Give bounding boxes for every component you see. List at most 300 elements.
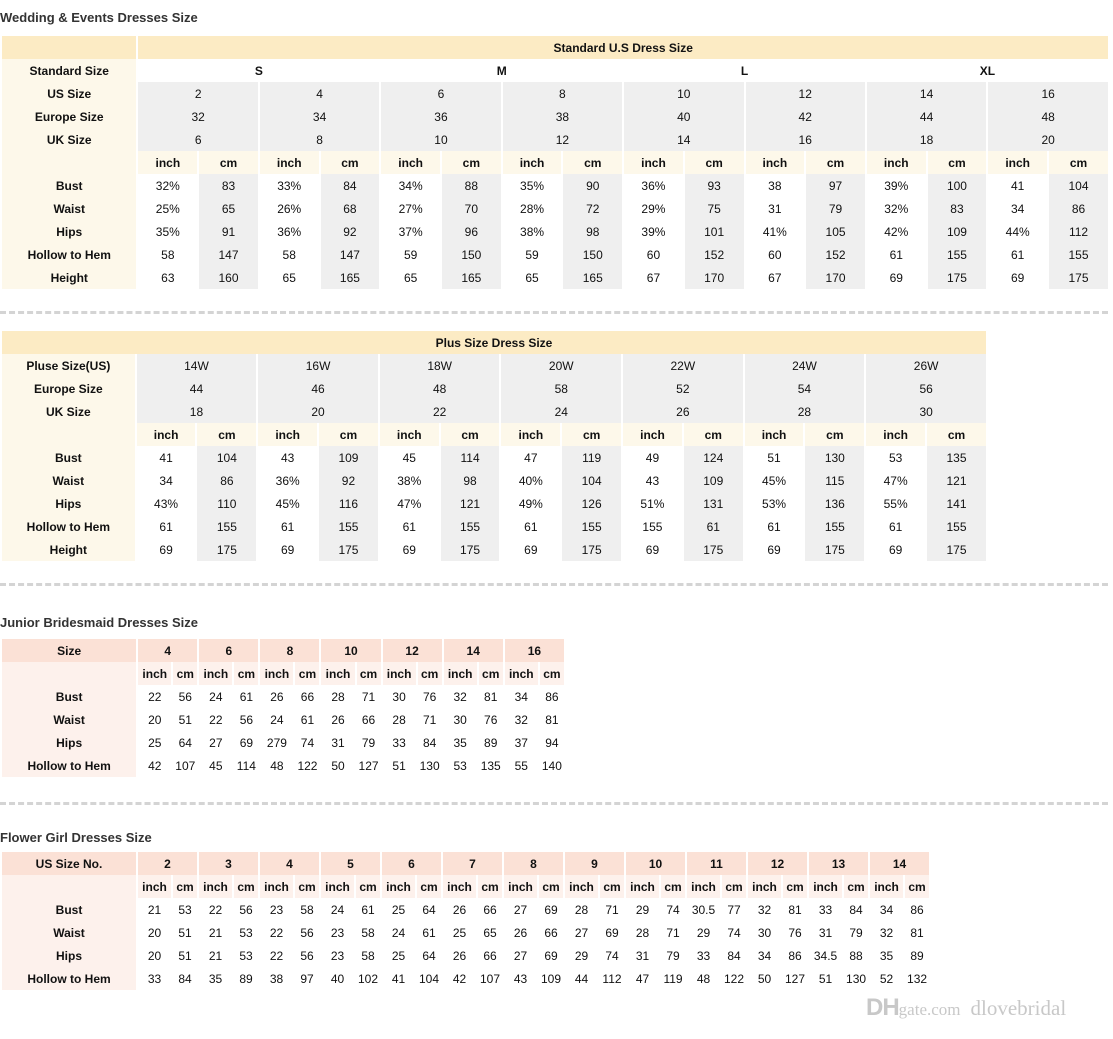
- value-cell: 56: [234, 898, 258, 921]
- value-cell: 50: [321, 754, 354, 777]
- value-cell: 130: [805, 446, 864, 469]
- value-cell: 175: [319, 538, 378, 561]
- value-cell: 150: [563, 243, 622, 266]
- size-header-value: 11: [687, 852, 746, 875]
- value-cell: 61: [988, 243, 1047, 266]
- value-cell: 67: [624, 266, 683, 289]
- value-cell: 79: [661, 944, 685, 967]
- size-value: 12: [746, 82, 865, 105]
- value-cell: 61: [684, 515, 743, 538]
- table-row: [2, 708, 564, 731]
- unit-inch: inch: [199, 662, 232, 685]
- size-value: 48: [988, 105, 1108, 128]
- size-value: 52: [623, 377, 743, 400]
- value-cell: 29: [687, 921, 720, 944]
- value-cell: 86: [905, 898, 929, 921]
- value-cell: 41: [382, 967, 415, 990]
- value-cell: 92: [319, 469, 378, 492]
- row-label: UK Size: [2, 128, 136, 151]
- row-label: Hollow to Hem: [2, 243, 136, 266]
- row-label: Waist: [2, 708, 136, 731]
- value-cell: 98: [441, 469, 500, 492]
- row-label: [2, 423, 135, 446]
- table-row: [2, 82, 1108, 105]
- value-cell: 47%: [866, 469, 925, 492]
- value-cell: 69: [539, 898, 563, 921]
- value-cell: 115: [805, 469, 864, 492]
- value-cell: 22: [260, 944, 293, 967]
- value-cell: 98: [563, 220, 622, 243]
- unit-inch: inch: [866, 423, 925, 446]
- size-value: 14: [867, 82, 986, 105]
- size-value: 56: [866, 377, 986, 400]
- row-label: Bust: [2, 898, 136, 921]
- value-cell: 56: [234, 708, 258, 731]
- value-cell: 69: [539, 944, 563, 967]
- brand-name: dlovebridal: [970, 996, 1067, 1020]
- flower-section-title: Flower Girl Dresses Size: [0, 830, 152, 845]
- value-cell: 34: [748, 944, 781, 967]
- unit-inch: inch: [199, 875, 232, 898]
- value-cell: 109: [539, 967, 563, 990]
- value-cell: 152: [806, 243, 865, 266]
- value-cell: 69: [137, 538, 196, 561]
- value-cell: 76: [479, 708, 503, 731]
- size-value: 36: [381, 105, 500, 128]
- unit-inch: inch: [809, 875, 842, 898]
- value-cell: 43: [623, 469, 682, 492]
- size-value: 30: [866, 400, 986, 423]
- size-header-value: 16: [505, 639, 564, 662]
- value-cell: 27: [199, 731, 232, 754]
- unit-cm: cm: [234, 662, 258, 685]
- size-value: 6: [381, 82, 500, 105]
- value-cell: 60: [746, 243, 805, 266]
- value-cell: 83: [199, 174, 258, 197]
- value-cell: 121: [927, 469, 986, 492]
- size-value: 16: [746, 128, 865, 151]
- value-cell: 109: [319, 446, 378, 469]
- value-cell: 81: [905, 921, 929, 944]
- value-cell: 147: [199, 243, 258, 266]
- banner-title: Standard U.S Dress Size: [138, 36, 1108, 59]
- table-row: [2, 731, 564, 754]
- value-cell: 41: [137, 446, 196, 469]
- wedding-section-title: Wedding & Events Dresses Size: [0, 10, 198, 25]
- value-cell: 105: [806, 220, 865, 243]
- row-label: Pluse Size(US): [2, 354, 135, 377]
- value-cell: 61: [258, 515, 317, 538]
- value-cell: 37: [505, 731, 538, 754]
- size-value: 20W: [501, 354, 621, 377]
- row-label: Bust: [2, 446, 135, 469]
- row-label: Hips: [2, 492, 135, 515]
- value-cell: 49%: [501, 492, 560, 515]
- value-cell: 22: [260, 921, 293, 944]
- unit-inch: inch: [138, 662, 171, 685]
- value-cell: 32: [870, 921, 903, 944]
- row-label: Bust: [2, 174, 136, 197]
- value-cell: 92: [321, 220, 380, 243]
- size-value: 18W: [380, 354, 500, 377]
- size-value: 48: [380, 377, 500, 400]
- table-row: [2, 220, 1108, 243]
- value-cell: 97: [806, 174, 865, 197]
- value-cell: 155: [927, 515, 986, 538]
- value-cell: 96: [442, 220, 501, 243]
- row-label: Bust: [2, 685, 136, 708]
- table-row: [2, 515, 986, 538]
- size-value: 46: [258, 377, 378, 400]
- size-group-header: S: [138, 59, 379, 82]
- value-cell: 33: [383, 731, 416, 754]
- value-cell: 121: [441, 492, 500, 515]
- value-cell: 45: [199, 754, 232, 777]
- unit-cm: cm: [441, 423, 500, 446]
- unit-inch: inch: [687, 875, 720, 898]
- value-cell: 32: [444, 685, 477, 708]
- value-cell: 86: [1049, 197, 1108, 220]
- unit-cm: cm: [321, 151, 380, 174]
- value-cell: 32: [505, 708, 538, 731]
- value-cell: 66: [295, 685, 319, 708]
- value-cell: 165: [321, 266, 380, 289]
- size-header-value: 8: [504, 852, 563, 875]
- unit-cm: cm: [806, 151, 865, 174]
- value-cell: 60: [624, 243, 683, 266]
- size-header-value: 4: [260, 852, 319, 875]
- value-cell: 53: [866, 446, 925, 469]
- table-row: [2, 331, 986, 354]
- value-cell: 42%: [867, 220, 926, 243]
- size-value: 26: [623, 400, 743, 423]
- value-cell: 175: [684, 538, 743, 561]
- value-cell: 20: [138, 944, 171, 967]
- watermark: [866, 994, 1066, 1022]
- value-cell: 38: [260, 967, 293, 990]
- value-cell: 43%: [137, 492, 196, 515]
- value-cell: 47: [501, 446, 560, 469]
- value-cell: 33: [687, 944, 720, 967]
- value-cell: 165: [563, 266, 622, 289]
- size-header-value: 8: [260, 639, 319, 662]
- value-cell: 29: [565, 944, 598, 967]
- value-cell: 84: [722, 944, 746, 967]
- table-row: [2, 128, 1108, 151]
- size-value: 8: [260, 128, 379, 151]
- value-cell: 51: [809, 967, 842, 990]
- size-value: 38: [503, 105, 622, 128]
- table-row: [2, 852, 929, 875]
- unit-inch: inch: [505, 662, 538, 685]
- value-cell: 28%: [503, 197, 562, 220]
- value-cell: 132: [905, 967, 929, 990]
- value-cell: 71: [600, 898, 624, 921]
- value-cell: 25%: [138, 197, 197, 220]
- value-cell: 61: [356, 898, 380, 921]
- value-cell: 81: [540, 708, 564, 731]
- value-cell: 23: [260, 898, 293, 921]
- value-cell: 84: [844, 898, 868, 921]
- value-cell: 35%: [503, 174, 562, 197]
- value-cell: 66: [478, 944, 502, 967]
- table-row: [2, 967, 929, 990]
- value-cell: 114: [234, 754, 258, 777]
- value-cell: 155: [441, 515, 500, 538]
- value-cell: 52: [870, 967, 903, 990]
- value-cell: 30: [748, 921, 781, 944]
- value-cell: 37%: [381, 220, 440, 243]
- value-cell: 147: [321, 243, 380, 266]
- value-cell: 100: [928, 174, 987, 197]
- value-cell: 74: [295, 731, 319, 754]
- value-cell: 34: [988, 197, 1047, 220]
- value-cell: 70: [442, 197, 501, 220]
- dhgate-logo: DH: [866, 994, 899, 1021]
- value-cell: 127: [357, 754, 381, 777]
- table-row: [2, 469, 986, 492]
- value-cell: 110: [197, 492, 256, 515]
- value-cell: 33: [138, 967, 171, 990]
- value-cell: 21: [199, 944, 232, 967]
- size-value: 32: [138, 105, 257, 128]
- size-value: 12: [503, 128, 622, 151]
- size-header-value: 12: [383, 639, 442, 662]
- table-row: [2, 538, 986, 561]
- size-value: 16: [988, 82, 1108, 105]
- value-cell: 27: [565, 921, 598, 944]
- row-label: Hips: [2, 731, 136, 754]
- value-cell: 175: [441, 538, 500, 561]
- value-cell: 55: [505, 754, 538, 777]
- value-cell: 29: [626, 898, 659, 921]
- size-value: 40: [624, 105, 743, 128]
- value-cell: 30: [383, 685, 416, 708]
- value-cell: 61: [137, 515, 196, 538]
- value-cell: 68: [321, 197, 380, 220]
- size-value: 34: [260, 105, 379, 128]
- value-cell: 66: [539, 921, 563, 944]
- value-cell: 58: [260, 243, 319, 266]
- unit-inch: inch: [501, 423, 560, 446]
- row-label: Height: [2, 538, 135, 561]
- value-cell: 170: [806, 266, 865, 289]
- value-cell: 51: [173, 708, 197, 731]
- size-value: 10: [624, 82, 743, 105]
- value-cell: 34: [870, 898, 903, 921]
- size-value: 26W: [866, 354, 986, 377]
- value-cell: 69: [234, 731, 258, 754]
- value-cell: 112: [1049, 220, 1108, 243]
- value-cell: 26: [504, 921, 537, 944]
- value-cell: 64: [417, 944, 441, 967]
- value-cell: 116: [319, 492, 378, 515]
- size-header: Size: [2, 639, 136, 662]
- value-cell: 45: [380, 446, 439, 469]
- value-cell: 130: [844, 967, 868, 990]
- value-cell: 28: [626, 921, 659, 944]
- value-cell: 36%: [624, 174, 683, 197]
- unit-cm: cm: [479, 662, 503, 685]
- banner-title: Plus Size Dress Size: [2, 331, 986, 354]
- size-value: 18: [867, 128, 986, 151]
- value-cell: 165: [442, 266, 501, 289]
- value-cell: 30: [444, 708, 477, 731]
- table-row: [2, 59, 1108, 82]
- section-divider: [0, 802, 1108, 805]
- value-cell: 44: [565, 967, 598, 990]
- value-cell: 44%: [988, 220, 1047, 243]
- value-cell: 126: [562, 492, 621, 515]
- value-cell: 32: [748, 898, 781, 921]
- row-label: US Size: [2, 82, 136, 105]
- value-cell: 69: [258, 538, 317, 561]
- value-cell: 71: [357, 685, 381, 708]
- value-cell: 21: [138, 898, 171, 921]
- value-cell: 65: [199, 197, 258, 220]
- row-label: [2, 662, 136, 685]
- value-cell: 69: [988, 266, 1047, 289]
- value-cell: 27%: [381, 197, 440, 220]
- value-cell: 84: [321, 174, 380, 197]
- value-cell: 155: [623, 515, 682, 538]
- table-row: [2, 685, 564, 708]
- value-cell: 47: [626, 967, 659, 990]
- unit-cm: cm: [928, 151, 987, 174]
- value-cell: 74: [661, 898, 685, 921]
- table-row: [2, 754, 564, 777]
- unit-cm: cm: [927, 423, 986, 446]
- value-cell: 63: [138, 266, 197, 289]
- unit-inch: inch: [137, 423, 196, 446]
- size-header: US Size No.: [2, 852, 136, 875]
- value-cell: 25: [382, 944, 415, 967]
- value-cell: 76: [783, 921, 807, 944]
- unit-cm: cm: [685, 151, 744, 174]
- value-cell: 53: [234, 921, 258, 944]
- size-group-header: XL: [867, 59, 1108, 82]
- table-row: [2, 639, 564, 662]
- value-cell: 34%: [381, 174, 440, 197]
- value-cell: 61: [501, 515, 560, 538]
- unit-inch: inch: [988, 151, 1047, 174]
- value-cell: 155: [562, 515, 621, 538]
- table-row: [2, 898, 929, 921]
- row-label: Hips: [2, 220, 136, 243]
- value-cell: 122: [295, 754, 319, 777]
- row-label: Europe Size: [2, 105, 136, 128]
- table-row: [2, 354, 986, 377]
- size-header-value: 12: [748, 852, 807, 875]
- unit-cm: cm: [319, 423, 378, 446]
- unit-cm: cm: [540, 662, 564, 685]
- unit-cm: cm: [418, 662, 442, 685]
- size-value: 20: [988, 128, 1108, 151]
- table-row: [2, 400, 986, 423]
- value-cell: 69: [745, 538, 804, 561]
- value-cell: 136: [805, 492, 864, 515]
- value-cell: 175: [927, 538, 986, 561]
- value-cell: 35: [870, 944, 903, 967]
- size-header-value: 10: [321, 639, 380, 662]
- value-cell: 135: [479, 754, 503, 777]
- value-cell: 155: [319, 515, 378, 538]
- value-cell: 35: [199, 967, 232, 990]
- value-cell: 22: [138, 685, 171, 708]
- value-cell: 119: [661, 967, 685, 990]
- unit-inch: inch: [260, 662, 293, 685]
- unit-inch: inch: [382, 875, 415, 898]
- table-row: [2, 921, 929, 944]
- value-cell: 69: [867, 266, 926, 289]
- size-header-value: 3: [199, 852, 258, 875]
- unit-inch: inch: [321, 662, 354, 685]
- value-cell: 27: [504, 898, 537, 921]
- value-cell: 65: [381, 266, 440, 289]
- value-cell: 141: [927, 492, 986, 515]
- value-cell: 23: [321, 944, 354, 967]
- value-cell: 65: [478, 921, 502, 944]
- value-cell: 64: [173, 731, 197, 754]
- value-cell: 32%: [867, 197, 926, 220]
- value-cell: 42: [443, 967, 476, 990]
- value-cell: 31: [626, 944, 659, 967]
- value-cell: 131: [684, 492, 743, 515]
- unit-cm: cm: [905, 875, 929, 898]
- table-row: [2, 423, 986, 446]
- value-cell: 135: [927, 446, 986, 469]
- value-cell: 31: [809, 921, 842, 944]
- value-cell: 34: [137, 469, 196, 492]
- value-cell: 109: [684, 469, 743, 492]
- value-cell: 20: [138, 708, 171, 731]
- value-cell: 81: [783, 898, 807, 921]
- row-label: Hollow to Hem: [2, 515, 135, 538]
- value-cell: 24: [382, 921, 415, 944]
- value-cell: 64: [417, 898, 441, 921]
- unit-cm: cm: [199, 151, 258, 174]
- value-cell: 83: [928, 197, 987, 220]
- value-cell: 38: [746, 174, 805, 197]
- size-value: 20: [258, 400, 378, 423]
- value-cell: 26: [443, 898, 476, 921]
- value-cell: 40: [321, 967, 354, 990]
- value-cell: 107: [478, 967, 502, 990]
- value-cell: 27: [504, 944, 537, 967]
- size-header-value: 2: [138, 852, 197, 875]
- value-cell: 88: [844, 944, 868, 967]
- size-value: 22W: [623, 354, 743, 377]
- value-cell: 56: [295, 921, 319, 944]
- value-cell: 58: [295, 898, 319, 921]
- row-label: Hollow to Hem: [2, 754, 136, 777]
- unit-inch: inch: [623, 423, 682, 446]
- size-header-value: 14: [444, 639, 503, 662]
- size-value: 24: [501, 400, 621, 423]
- value-cell: 170: [685, 266, 744, 289]
- wedding-size-table: [0, 36, 1110, 289]
- unit-cm: cm: [478, 875, 502, 898]
- size-header: Standard Size: [2, 59, 136, 82]
- row-label: Europe Size: [2, 377, 135, 400]
- value-cell: 34.5: [809, 944, 842, 967]
- value-cell: 114: [441, 446, 500, 469]
- unit-cm: cm: [234, 875, 258, 898]
- value-cell: 29%: [624, 197, 683, 220]
- value-cell: 66: [478, 898, 502, 921]
- value-cell: 101: [685, 220, 744, 243]
- value-cell: 51: [745, 446, 804, 469]
